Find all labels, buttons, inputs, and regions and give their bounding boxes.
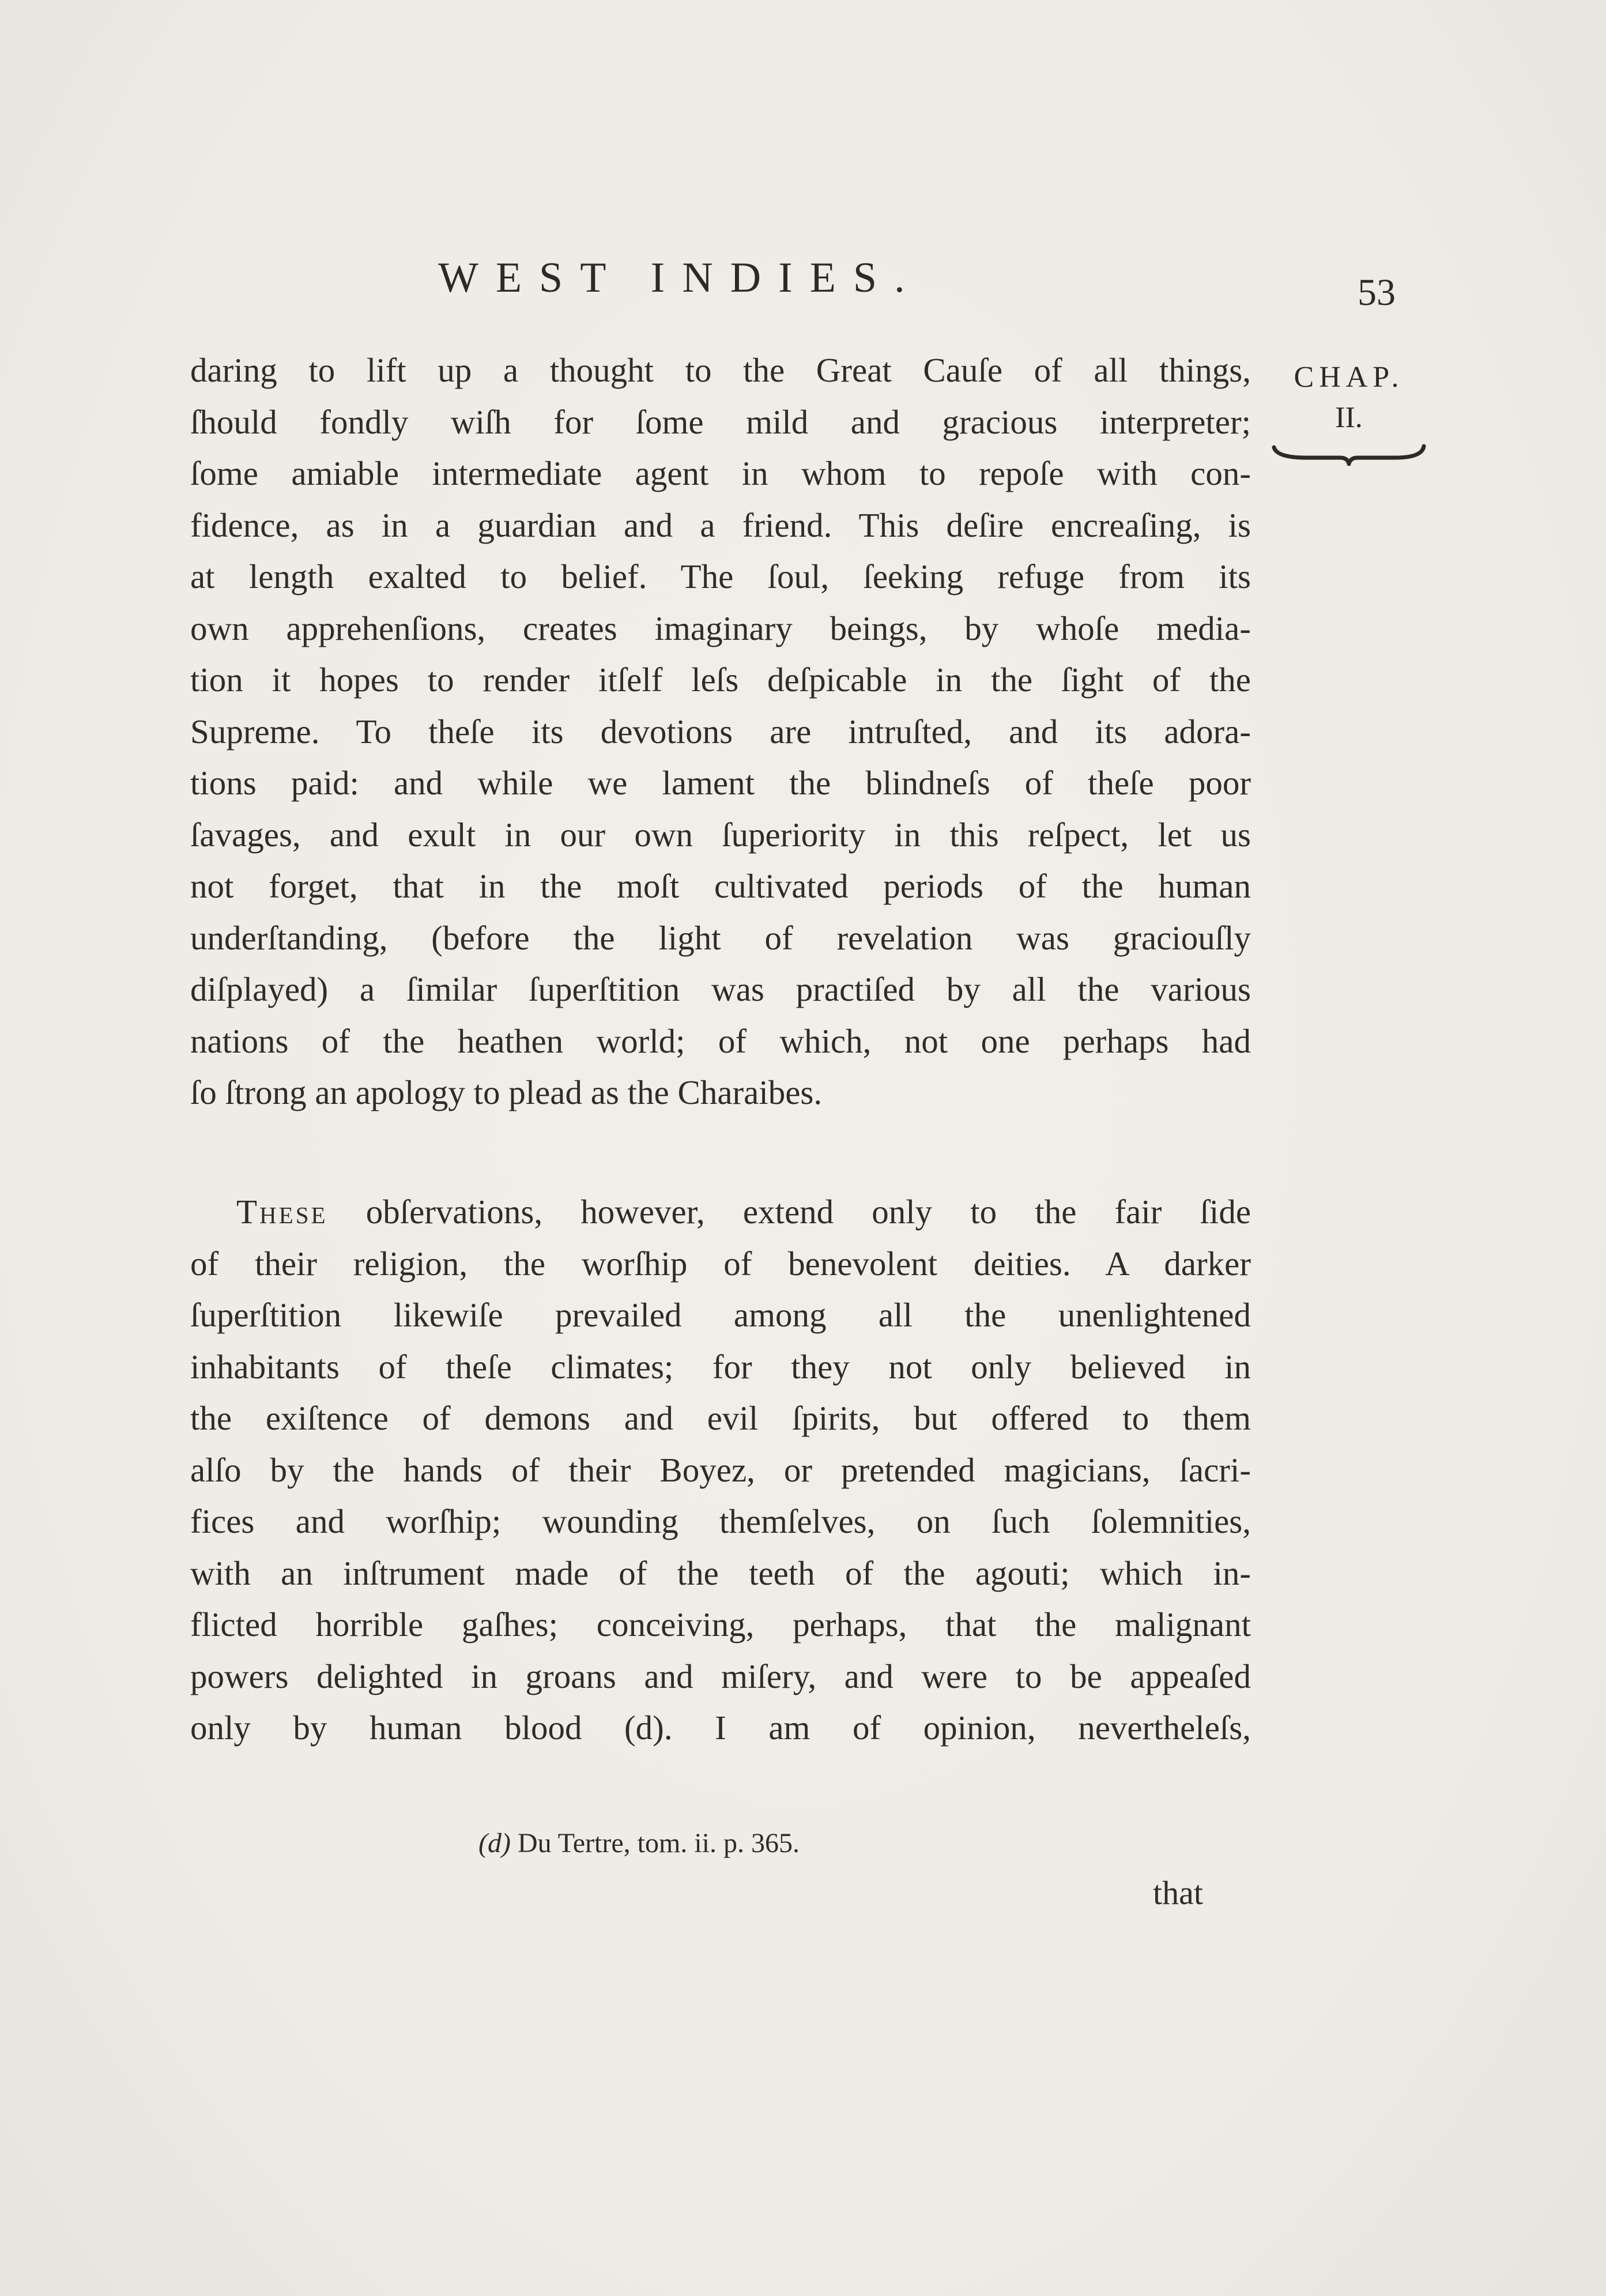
text-line: powers delighted in groans and miſery, and were to be appeaſed xyxy=(190,1657,1251,1695)
text-line: ſhould fondly wiſh for ſome mild and gracious interpreter; xyxy=(190,402,1251,441)
text-line: Supreme. To theſe its devotions are intruſted, and its adora- xyxy=(190,712,1251,751)
text-line: ſome amiable intermediate agent in whom to repoſe with con- xyxy=(190,454,1251,492)
brace-ornament xyxy=(1271,443,1427,466)
text-line: alſo by the hands of their Boyez, or pretended magicians, ſacri- xyxy=(190,1450,1251,1489)
footnote xyxy=(478,1827,800,1859)
text-line: underſtanding, (before the light of revelation was graciouſly xyxy=(190,918,1251,957)
text-line: ſo ſtrong an apology to plead as the Charaibes. xyxy=(190,1073,823,1111)
chapter-margin-note xyxy=(1268,357,1430,466)
chapter-number: II. xyxy=(1335,401,1363,434)
text-line: the exiſtence of demons and evil ſpirits, but offered to them xyxy=(190,1399,1251,1437)
footnote-text: Du Tertre, tom. ii. p. 365. xyxy=(517,1828,800,1858)
running-title: WEST INDIES. xyxy=(438,254,922,301)
text-line: nations of the heathen world; of which, not one perhaps had xyxy=(190,1021,1251,1060)
paragraph-1 xyxy=(190,345,1251,1119)
text-line: inhabitants of theſe climates; for they not only believed in xyxy=(190,1347,1251,1386)
text-line: ſavages, and exult in our own ſuperiority in this reſpect, let us xyxy=(190,815,1251,854)
text-line: of their religion, the worſhip of benevolent deities. A darker xyxy=(190,1244,1251,1283)
text-line: diſplayed) a ſimilar ſuperſtition was practiſed by all the various xyxy=(190,970,1251,1008)
text-line: fices and worſhip; wounding themſelves, on ſuch ſolemnities, xyxy=(190,1502,1251,1540)
text-line: ſuperſtition likewiſe prevailed among all the unenlightened xyxy=(190,1296,1251,1334)
footnote-marker: (d) xyxy=(478,1828,511,1858)
text-line: daring to lift up a thought to the Great Cauſe of all things, xyxy=(190,351,1251,389)
text-line: fidence, as in a guardian and a friend. This deſire encreaſing, is xyxy=(190,506,1251,544)
text-line: tion it hopes to render itſelf leſs deſpicable in the ſight of the xyxy=(190,661,1251,699)
text-line: only by human blood (d). I am of opinion, nevertheleſs, xyxy=(190,1709,1251,1747)
page-number: 53 xyxy=(1358,272,1396,314)
catchword: that xyxy=(1153,1874,1203,1912)
text-line: not forget, that in the moſt cultivated periods of the human xyxy=(190,867,1251,905)
text-line: at length exalted to belief. The ſoul, ſeeking refuge from its xyxy=(190,557,1251,595)
chapter-label: CHAP. xyxy=(1294,361,1404,394)
text-line: tions paid: and while we lament the blindneſs of theſe poor xyxy=(190,764,1251,802)
text-line: flicted horrible gaſhes; conceiving, perhaps, that the malignant xyxy=(190,1605,1251,1643)
first-line-rest: obſervations, however, extend only to the fair ſide xyxy=(365,1193,1251,1231)
paragraph-2 xyxy=(190,1186,1251,1754)
text-line: own apprehenſions, creates imaginary beings, by whoſe media- xyxy=(190,609,1251,647)
text-line-first xyxy=(190,1186,1251,1238)
small-caps-opening: These xyxy=(236,1193,328,1231)
text-line: with an inſtrument made of the teeth of the agouti; which in- xyxy=(190,1554,1251,1592)
